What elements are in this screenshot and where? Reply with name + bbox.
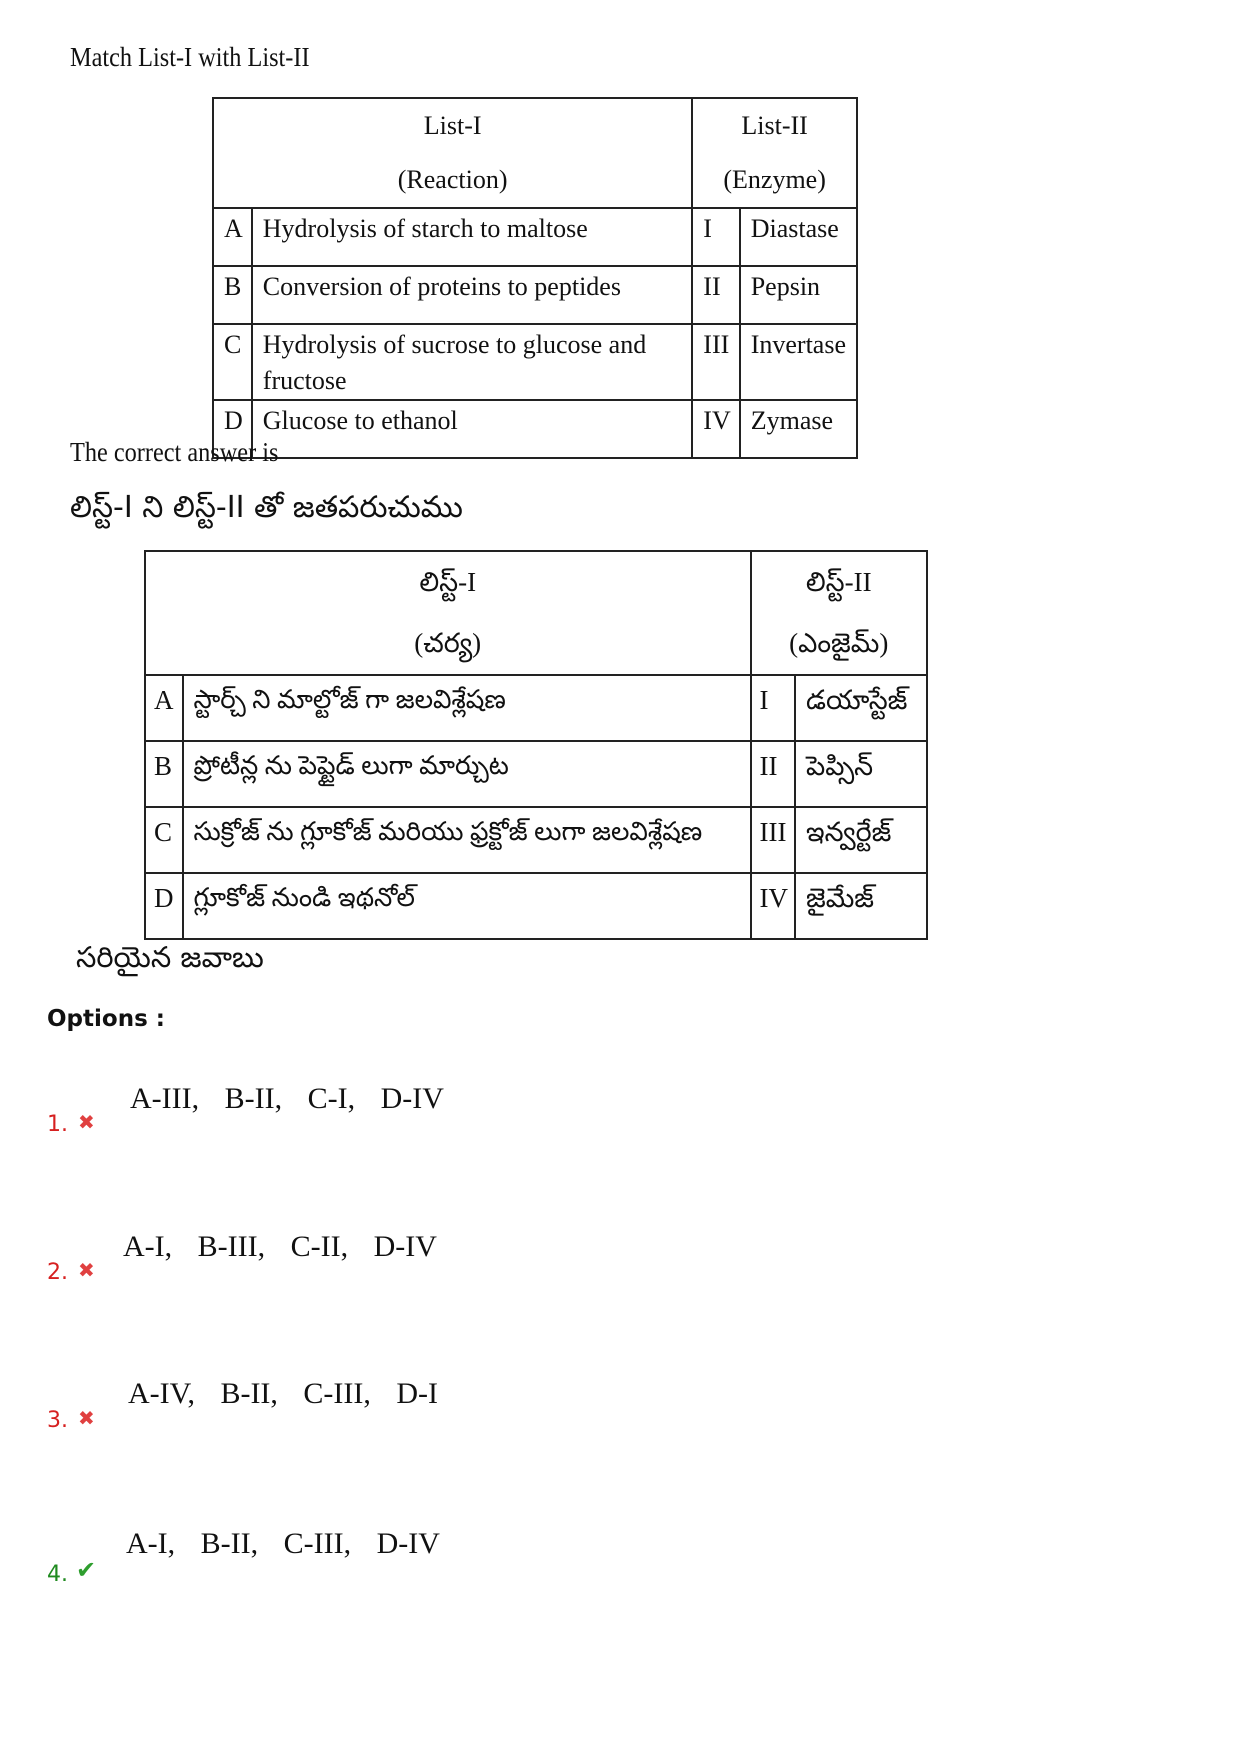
row-reaction: గ్లూకోజ్ నుండి ఇథనోల్ [183,873,751,939]
option-number: 2. [47,1260,68,1285]
list2-header-cell [751,551,928,675]
cross-icon: ✖ [78,1408,95,1430]
row-enzyme: జైమేజ్ [795,873,927,939]
table-row [145,741,927,807]
row-enzyme: Diastase [740,208,857,266]
table-header-row [145,551,927,675]
option-text: A-IV, B-II, C-III, D-I [128,1377,439,1410]
row-roman: II [692,266,739,324]
answer-prompt: The correct answer is [70,437,279,467]
row-letter: B [213,266,252,324]
match-table-telugu [144,550,928,940]
answer-prompt-telugu: సరియైన జవాబు [76,940,264,974]
option-text: A-III, B-II, C-I, D-IV [130,1082,444,1115]
option-number: 1. [47,1112,68,1137]
list1-header-cell [145,551,751,675]
row-letter: B [145,741,183,807]
check-icon: ✔ [76,1558,97,1584]
row-enzyme: డయాస్టేజ్ [795,675,927,741]
row-letter: D [145,873,183,939]
row-letter: D [213,400,252,458]
list1-header: List-I [423,111,482,140]
cross-icon: ✖ [78,1112,95,1134]
list1-subheader: (Reaction) [397,165,508,194]
list2-header: List-II [741,111,808,140]
row-reaction: స్టార్చ్ ని మాల్టోజ్ గా జలవిశ్లేషణ [183,675,751,741]
list2-header-cell [692,98,857,208]
cross-icon: ✖ [78,1260,95,1282]
row-roman: III [751,807,796,873]
table-row [213,266,857,324]
list2-subheader: (ఎంజైమ్) [789,628,889,658]
table-row [145,807,927,873]
row-reaction: Conversion of proteins to peptides [252,266,693,324]
question-title-telugu: లిస్ట్-I ని లిస్ట్-II తో జతపరుచుము [70,490,463,525]
list1-header-cell [213,98,692,208]
row-reaction: Hydrolysis of starch to maltose [252,208,693,266]
row-letter: A [145,675,183,741]
options-label: Options : [47,1006,165,1032]
list2-header: లిస్ట్-II [805,567,872,597]
row-enzyme: పెప్సిన్ [795,741,927,807]
row-roman: III [692,324,739,400]
match-table-english [212,97,858,459]
row-letter: C [145,807,183,873]
row-enzyme: Zymase [740,400,857,458]
row-enzyme: Pepsin [740,266,857,324]
table-row [213,208,857,266]
row-roman: IV [692,400,739,458]
row-enzyme: ఇన్వర్టేజ్ [795,807,927,873]
row-roman: IV [751,873,796,939]
row-roman: I [692,208,739,266]
option-text: A-I, B-II, C-III, D-IV [126,1527,440,1560]
list1-header: లిస్ట్-I [419,567,477,597]
table-row [213,324,857,400]
row-reaction: Glucose to ethanol [252,400,693,458]
table-header-row [213,98,857,208]
question-title: Match List-I with List-II [70,42,310,72]
option-number: 4. [47,1562,68,1587]
row-letter: C [213,324,252,400]
row-enzyme: Invertase [740,324,857,400]
row-letter: A [213,208,252,266]
row-roman: II [751,741,796,807]
list2-subheader: (Enzyme) [723,165,826,194]
row-reaction: ప్రోటీన్ల ను పెప్టైడ్ లుగా మార్చుట [183,741,751,807]
table-row [145,675,927,741]
option-number: 3. [47,1408,68,1433]
row-reaction: Hydrolysis of sucrose to glucose and fructose [252,324,693,400]
row-reaction: సుక్రోజ్ ను గ్లూకోజ్ మరియు ఫ్రక్టోజ్ లుగా జలవిశ్లేషణ [183,807,751,873]
list1-subheader: (చర్య) [414,628,482,658]
row-roman: I [751,675,796,741]
option-text: A-I, B-III, C-II, D-IV [123,1230,437,1263]
table-row [213,400,857,458]
table-row [145,873,927,939]
